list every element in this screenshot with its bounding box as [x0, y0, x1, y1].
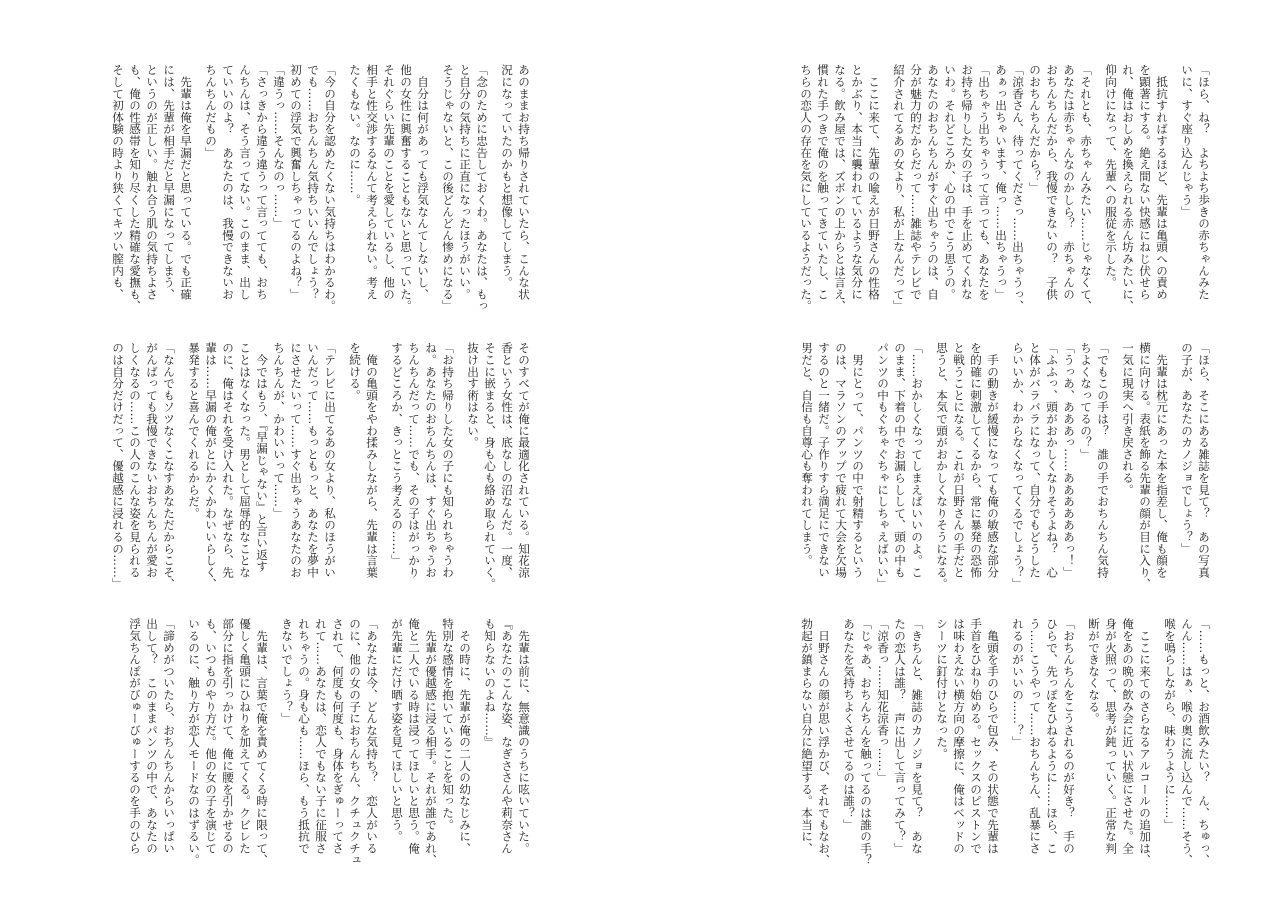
text-line: いわ。それどころか、心の中でこう思うの。: [943, 64, 957, 300]
text-line: 「テレビに出てるあの女より、私のほうがい: [323, 342, 337, 578]
text-line: そうじゃないと、この後どんどん惨めになる」: [441, 64, 455, 312]
text-line: んちんは、そう言ってない。このまま、出し: [238, 64, 252, 300]
text-line: そして初体験の時より狭くてキツい膣内も、: [111, 64, 125, 300]
paragraph-gap: [1077, 618, 1085, 850]
paragraph-gap: [925, 618, 933, 850]
text-line: と自分の気持ちに正直になったほうがいい。: [458, 64, 472, 300]
text-block: [798, 342, 1212, 590]
text-line: が先輩にだけ晒す姿を見てほしいと思う。: [390, 618, 404, 843]
text-line: 「うっあ、あああっ……ああああああっ！」: [1062, 342, 1076, 578]
text-line: ここに来てのさらなるアルコールの追加は、: [1138, 618, 1152, 866]
text-line: 仰向けになって、先輩への服従を示した。: [1104, 64, 1118, 289]
text-line: あなたのおちんちんがすぐ出ちゃうのは、自: [926, 64, 940, 300]
text-line: 「念のために忠告しておくわ。あなたは、もっ: [475, 64, 489, 312]
text-line: と体がバラバラになって、自分でもどうした: [1028, 342, 1042, 578]
text-line: 「あなたは今、どんな気持ち？ 恋人がいる: [365, 618, 379, 854]
text-line: 勃起が鎮まらない自分に絶望する。本当に、: [800, 618, 814, 854]
paragraph-gap: [177, 618, 185, 850]
text-line: 優しく亀頭にひねりを加えてくる。クビレた: [238, 618, 252, 854]
text-line: あぁっ出ちゃいます、俺っ……出ちゃうっ」: [994, 64, 1008, 300]
text-line: 「諦めがついたら、おちんちんからいっぱい: [162, 618, 176, 854]
text-line: あなたは赤ちゃんなのかしら？ 赤ちゃんの: [1062, 64, 1076, 300]
text-line: パンツの中もぐちゃぐちゃにしちゃえばいい」: [876, 342, 890, 590]
text-line: 俺と二人でいる時は浸ってほしいと思う。俺: [407, 618, 421, 854]
text-line: 部分に指を引っかけて、俺に腰を引かせるの: [221, 618, 235, 854]
text-line: 「……おかしくなってしまえばいいのよ。こ: [910, 342, 924, 578]
text-line: 抜け出す術はない。: [466, 342, 480, 449]
paragraph-gap: [1170, 64, 1178, 296]
text-line: 先輩は前に、無意識のうちに呟いていた。: [517, 618, 531, 854]
text-line: 「きちんと、雑誌のカノジョを見て？ あな: [910, 618, 924, 854]
text-line: 先輩は俺を早漏だと思っている。でも正確: [179, 64, 193, 300]
paragraph-gap: [194, 64, 202, 296]
text-line: 紹介されてるあの女より、私が上なんだって」: [892, 64, 906, 312]
paragraph-gap: [925, 342, 933, 574]
text-line: 男だと、自信も自尊心も奪われてしまう。: [800, 342, 814, 567]
text-line: 喉を鳴らしながら、味わうように……」: [1163, 618, 1177, 831]
text-line: お持ち帰りした女の子は、手を止めてくれな: [960, 64, 974, 300]
text-line: 「なんでもソツなくこなすあなただからこそ、: [162, 342, 176, 590]
text-line: 浮気ちんぽがびゅーびゅーするのを手のひら: [128, 618, 142, 854]
text-block: [797, 64, 1212, 312]
text-line: 「……もっと、お酒飲みたい？ ん、ちゅっ、: [1197, 618, 1211, 866]
text-line: 思うと、本気で頭がおかしくなりそうになる。: [935, 342, 949, 590]
text-line: と戦うことになる。これが日野さんの手だと: [952, 342, 966, 578]
text-line: ことはなくなった。男として屈辱的なことな: [238, 342, 252, 578]
paragraph-gap: [177, 342, 185, 574]
text-line: んん……はぁ、喉の奥に流し込んで……そう、: [1180, 618, 1194, 866]
text-line: その時に、先輩が俺の二人の幼なじみに、: [458, 618, 472, 854]
paragraph-gap: [338, 64, 346, 296]
paragraph-gap: [338, 342, 346, 574]
text-line: らいいか、わからなくなってくるでしょう？」: [1011, 342, 1025, 590]
right-page: [640, 0, 1280, 904]
text-line: も、いつものやり方だ。他の女の子を演じて: [204, 618, 218, 854]
text-line: ね。あなたのおちんちんは、すぐ出ちゃうお: [424, 342, 438, 578]
text-line: ていいのよ？ あなたのは、我慢できないお: [221, 64, 235, 300]
paragraph-gap: [1153, 618, 1161, 850]
text-line: されて、何度も何度も、身体をぎゅーってさ: [331, 618, 345, 854]
text-line: を続ける。: [348, 342, 362, 401]
text-line: そこに嵌まると、身も心も絡め取られていく。: [483, 342, 497, 590]
text-line: がんばっても我慢できないおちんちんが愛お: [145, 342, 159, 578]
text-line: 身が火照って、思考が鈍っていく。正常な判: [1104, 618, 1118, 854]
text-line: なる。飲み屋では、ズボンの上からとは言え、: [833, 64, 847, 312]
text-line: 出して？ このままパンツの中で、あなたの: [145, 618, 159, 854]
text-line: 暴発すると喜んでくれるからだ。: [187, 342, 201, 519]
text-line: ちんちんが、かわいいって……」: [272, 342, 286, 519]
text-line: れ、俺はおしめを換えられる赤ん坊みたいに、: [1121, 64, 1135, 312]
text-line: 手の動きが緩慢になっても俺の敏感な部分: [986, 342, 1000, 578]
text-line: するどころか、きっとこう考えるの……」: [390, 342, 404, 567]
paragraph-gap: [380, 618, 388, 850]
text-line: 「出ちゃう出ちゃうって言っても、あなたを: [977, 64, 991, 300]
text-line: 況になっていたのかもと想像してしまう。: [500, 64, 514, 289]
paragraph-gap: [1170, 342, 1178, 574]
text-line: いに、すぐ座り込んじゃう」: [1180, 64, 1194, 218]
text-line: 『あなたのこんな姿、なぎささんや莉奈さん: [500, 618, 514, 854]
text-line: いんだって……もっともっと、あなたを夢中: [306, 342, 320, 578]
text-line: 「今の自分を認めたくない気持ちはわかるわ。: [323, 64, 337, 312]
text-line: たくもない。なのに……。: [348, 64, 362, 206]
text-line: ひらで、先っぽをひねるように……ほら、こ: [1045, 618, 1059, 854]
text-line: シーツに釘付けとなった。: [935, 618, 949, 760]
text-line: あのままお持ち帰りされていたら、こんな状: [517, 64, 531, 300]
text-line: おちんちんだから、我慢できないの？ 子供: [1045, 64, 1059, 300]
text-line: 慣れた手つきで俺のを触ってきていたし、こ: [816, 64, 830, 300]
text-line: ちんちんだもの」: [204, 64, 218, 159]
text-line: 「さっきから違う違うって言ってても、おち: [255, 64, 269, 300]
text-line: 「お持ち帰りした女の子にも知られちゃうわ: [441, 342, 455, 578]
paragraph-gap: [832, 618, 840, 850]
text-line: 「涼香さん、待ってくださっ……出ちゃうっ、: [1011, 64, 1025, 312]
text-line: 「それとも、赤ちゃんみたい……じゃなくて、: [1079, 64, 1093, 312]
text-line: きないでしょう？」: [280, 618, 294, 725]
text-line: 「ほら、そこにある雑誌を見て？ あの写真: [1197, 342, 1211, 578]
text-line: う……こうやって……おちんちん、乱暴にさ: [1028, 618, 1042, 854]
text-line: 「おちんちんをこうされるのが好き？ 手の: [1062, 618, 1076, 854]
paragraph-gap: [490, 64, 498, 296]
text-line: でも……おちんちん気持ちいいんでしょう？: [306, 64, 320, 300]
text-line: ちんちんだって……でも、その子はがっかり: [407, 342, 421, 578]
text-line: するのと一緒だ。子作りすら満足にできない: [817, 342, 831, 578]
text-line: 俺の亀頭をやわ揉みしながら、先輩は言葉: [365, 342, 379, 578]
text-line: 俺をあの晩の飲み会に近い状態にさせた。全: [1121, 618, 1135, 854]
paragraph-gap: [882, 64, 890, 296]
text-line: の子が、あなたのカノジョでしょう？」: [1180, 342, 1194, 555]
text-line: いるのに、触り方が恋人モードなのはずるい。: [187, 618, 201, 866]
text-line: 「違うっ……そんなのっ……」: [272, 64, 286, 230]
text-line: 特別な感情を抱いていることを知った。: [441, 618, 455, 831]
text-line: には、先輩が相手だと早漏になってしまう、: [162, 64, 176, 300]
text-line: しくなるの……この人のこんな姿を見られる: [128, 342, 142, 578]
text-line: 「じゃあ、おちんちんを触ってるのは誰の手？: [859, 618, 873, 866]
text-block: [109, 342, 532, 590]
text-line: 他の女性に興奮することもないと思っていた。: [399, 64, 413, 312]
text-line: 断ができなくなる。: [1087, 618, 1101, 725]
text-line: 先輩は、言葉で俺を責めてくる時に限って、: [255, 618, 269, 866]
text-line: というのが正しい。触れ合う肌の気持ちよさ: [145, 64, 159, 300]
text-line: にさせたいって……すぐ出ちゃうあなたのお: [289, 342, 303, 578]
text-line: 「ほら、ね？ よちよち歩きの赤ちゃんみた: [1197, 64, 1211, 300]
paragraph-gap: [1001, 618, 1009, 850]
text-line: 手首をひねり始める。セックスのピストンで: [969, 618, 983, 854]
text-line: ちよくなってるの？」: [1079, 342, 1093, 460]
text-line: のに、俺はそれを受け入れた。なぜなら、先: [221, 342, 235, 578]
text-line: 男にとって、パンツの中で射精するという: [851, 342, 865, 578]
text-line: を的確に刺激してくるから、常に暴発の恐怖: [969, 342, 983, 578]
text-line: 初めての浮気で興奮しちゃってるのよね？」: [289, 64, 303, 300]
text-line: 先輩は枕元にあった本を指差し、俺も顔を: [1155, 342, 1169, 578]
text-line: そのすべてが俺に最適化されている。知花涼: [517, 342, 531, 578]
text-line: ここに来て、先輩の喩えが日野さんの性格: [867, 64, 881, 300]
text-line: は味わえない横方向の摩擦に、俺はベッドの: [952, 618, 966, 854]
paragraph-gap: [1001, 342, 1009, 574]
text-line: ちらの恋人の存在を気にしているようだった。: [799, 64, 813, 312]
text-line: あなたを気持ちよくさせてるのは誰？」: [842, 618, 856, 831]
text-line: 亀頭を手のひらで包み、その状態で先輩は: [986, 618, 1000, 854]
paragraph-gap: [1111, 342, 1119, 574]
text-line: のは自分だけだって、優越感に浸れるの……」: [111, 342, 125, 590]
text-line: のまま、下着の中でお漏らしして、頭の中も: [893, 342, 907, 578]
paragraph-gap: [1094, 64, 1102, 296]
paragraph-gap: [431, 64, 439, 296]
text-block: [798, 618, 1212, 866]
text-line: のは、マラソンのアップで疲れて大会を欠場: [834, 342, 848, 578]
text-line: 一気に現実へ引き戻される。: [1121, 342, 1135, 496]
text-line: 日野さんの顔が思い浮かび、それでもなお、: [817, 618, 831, 866]
text-line: たの恋人は誰？ 声に出して言ってみて？」: [893, 618, 907, 854]
text-line: 「でもこの手は？ 誰の手でおちんちん気持: [1096, 342, 1110, 578]
paragraph-gap: [270, 618, 278, 850]
text-line: のおちんちんだから？」: [1028, 64, 1042, 194]
text-line: 横に向ける。表紙を飾る先輩の顔が目に入り、: [1138, 342, 1152, 590]
text-line: 抵抗すればするほど、先輩は亀頭への責め: [1155, 64, 1169, 300]
text-line: 「涼香っ……知花涼香っ……」: [876, 618, 890, 784]
text-line: も知らないのよね……』: [483, 618, 497, 748]
text-line: 今ではもう、『早漏じゃない』と言い返す: [255, 342, 269, 573]
paragraph-gap: [473, 618, 481, 850]
text-line: 分が魅力的だからだって……雑誌やテレビで: [909, 64, 923, 300]
paragraph-gap: [456, 342, 464, 574]
paragraph-gap: [866, 342, 874, 574]
text-line: も、俺の性感帯を知り尽くした精確な愛撫も、: [128, 64, 142, 312]
text-line: のに、他の女の子におちんちん、クチュクチュ: [348, 618, 362, 866]
text-line: 「ふふっ、頭がおかしくなりそうよね？ 心: [1045, 342, 1059, 578]
text-line: れるのがいいの……？」: [1011, 618, 1025, 748]
text-line: とかぶり、本当に襲われているような気分に: [850, 64, 864, 300]
text-block: [109, 64, 532, 312]
text-line: 自分は何があっても浮気なんてしないし、: [416, 64, 430, 300]
text-line: を顕著にする。絶え間ない快感にねじ伏せら: [1138, 64, 1152, 300]
text-line: それぐらい先輩のことを愛しているし、他の: [382, 64, 396, 300]
text-line: 香という女性は、底なしの沼なんだ。一度、: [500, 342, 514, 578]
text-line: れちゃうの。身も心も……ほら、もう抵抗で: [297, 618, 311, 854]
text-block: [126, 618, 532, 866]
text-line: 輩は……早漏の俺がとにかくかわいいらしく、: [204, 342, 218, 590]
paragraph-gap: [380, 342, 388, 574]
text-line: 先輩が優越感に浸る相手。それが誰であれ、: [424, 618, 438, 866]
text-line: 相手と性交渉するなんて考えられない。考え: [365, 64, 379, 300]
text-line: れて……あなたは、恋人でもない子に征服さ: [314, 618, 328, 854]
